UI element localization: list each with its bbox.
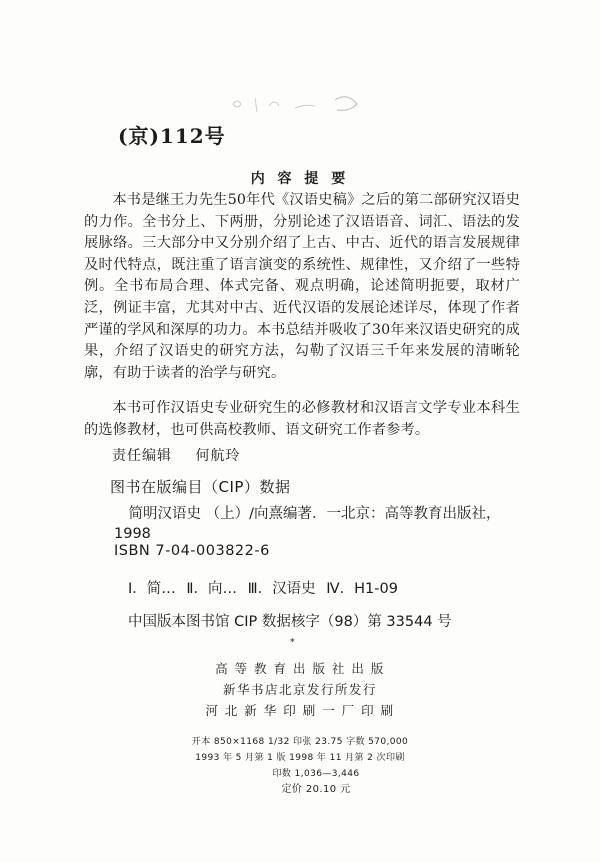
cip-classification: Ⅰ．简… Ⅱ．向… Ⅲ．汉语史 Ⅳ．H1-09 — [128, 581, 398, 597]
cip-record-number: 中国版本图书馆 CIP 数据核字（98）第 33544 号 — [128, 614, 452, 630]
edition-line: 1993 年 5 月第 1 版 1998 年 11 月第 2 次印刷 — [195, 753, 405, 763]
cip-entry: 简明汉语史 （上）/向熹编著．一北京：高等教育出版社，1998 — [114, 506, 501, 542]
book-specs — [0, 734, 600, 798]
distributor-line: 新华书店北京发行所发行 — [222, 682, 377, 697]
separator-star: * — [290, 638, 295, 648]
price-line: 定价 20.10 元 — [281, 784, 351, 795]
printer-line: 河 北 新 华 印 刷 一 厂 印 刷 — [205, 703, 395, 718]
pencil-smudge-mark — [225, 84, 375, 124]
isbn: ISBN 7-04-003822-6 — [114, 543, 270, 559]
publishing-info — [0, 658, 600, 721]
editor-label: 责任编辑 — [112, 448, 172, 464]
summary-paragraph-2: 本书可作汉语史专业研究生的必修教材和汉语言文学专业本科生的选修教材，也可供高校教师、语文研究工作者参考。 — [84, 400, 520, 438]
cip-title: 图书在版编目（CIP）数据 — [110, 478, 291, 496]
publisher-line: 高 等 教 育 出 版 社 出 版 — [215, 661, 385, 676]
summary-paragraph-1: 本书是继王力先生50年代《汉语史稿》之后的第二部研究汉语史的力作。全书分上、下两册，分别论述了汉语语音、词汇、语法的发展脉络。三大部分中又分别介绍了上古、中古、近代的语言发展规律及时代特点，既注重了语言演变的系统性、规律性，又介绍了一些特例。全书布局合理、体式完备、观点明确，论述简明扼要，取材广泛，例证丰富，尤其对中古、近代汉语的发展论述详尽，体现了作者严谨的学风和深厚的功力。本书总结并吸收了30年来汉语史研究的成果，介绍了汉语史的研究方法，勾勒了汉语三千年来发展的清晰轮廓，有助于读者的治学与研究。 — [84, 192, 520, 381]
editor-name: 何航玲 — [195, 448, 241, 464]
publication-register-number: (京)112号 — [118, 124, 226, 148]
print-run-line: 印数 1,036—3,446 — [272, 769, 360, 779]
format-line: 开本 850×1168 1/32 印张 23.75 字数 570,000 — [191, 737, 409, 747]
summary-heading: 内 容 提 要 — [250, 171, 350, 187]
responsible-editor — [112, 445, 240, 465]
